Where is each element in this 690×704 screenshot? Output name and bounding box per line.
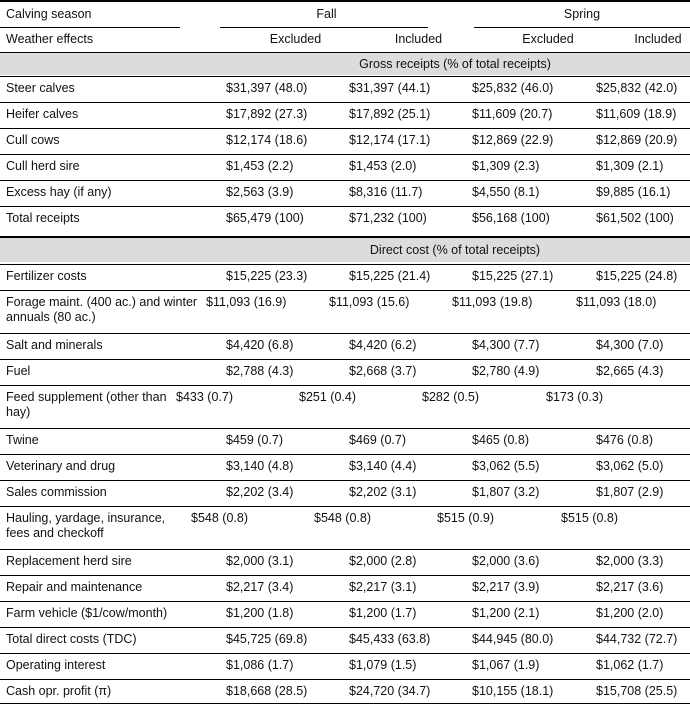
fall-included-header: Included [394, 32, 443, 46]
row-label: Cash opr. profit (π) [6, 684, 112, 698]
table-cell: $1,453 (2.2) [226, 159, 294, 173]
table-cell: $11,609 (18.9) [596, 107, 677, 121]
table-cell: $10,155 (18.1) [472, 684, 554, 698]
table-cell: $25,832 (42.0) [596, 81, 678, 95]
row-label: Fertilizer costs [6, 269, 87, 283]
row-label: Hauling, yardage, insurance, fees and checkoff [6, 511, 166, 540]
table-row [0, 601, 690, 627]
table-cell: $1,807 (2.9) [596, 485, 664, 499]
table-cell: $4,550 (8.1) [472, 185, 540, 199]
section-direct-cost [0, 236, 690, 262]
table-cell: $2,668 (3.7) [349, 364, 417, 378]
row-label: Cull herd sire [6, 159, 80, 173]
table-cell: $1,079 (1.5) [349, 658, 417, 672]
fall-excluded-header: Excluded [269, 32, 322, 46]
row-label: Operating interest [6, 658, 106, 672]
table-cell: $251 (0.4) [299, 390, 356, 404]
table-row [0, 454, 690, 480]
table-cell: $1,086 (1.7) [226, 658, 294, 672]
table-cell: $3,140 (4.8) [226, 459, 294, 473]
table-cell: $2,665 (4.3) [596, 364, 664, 378]
table-row [0, 154, 690, 180]
row-label: Replacement herd sire [6, 554, 132, 568]
table-cell: $173 (0.3) [546, 390, 603, 404]
table-cell: $1,200 (1.7) [349, 606, 417, 620]
calving-season-label: Calving season [6, 7, 92, 21]
table-cell: $15,225 (23.3) [226, 269, 308, 283]
table-cell: $548 (0.8) [314, 511, 371, 525]
table-row [0, 385, 690, 428]
table-cell: $1,200 (1.8) [226, 606, 294, 620]
table-row [0, 333, 690, 359]
table-cell: $9,885 (16.1) [596, 185, 671, 199]
table-row [0, 653, 690, 679]
table-row [0, 480, 690, 506]
table-cell: $515 (0.9) [437, 511, 494, 525]
table-cell: $3,140 (4.4) [349, 459, 417, 473]
row-label: Excess hay (if any) [6, 185, 112, 199]
table-cell: $45,433 (63.8) [349, 632, 431, 646]
table-cell: $433 (0.7) [176, 390, 233, 404]
table-row [0, 180, 690, 206]
table-cell: $15,225 (24.8) [596, 269, 678, 283]
table-cell: $44,732 (72.7) [596, 632, 678, 646]
table-cell: $12,869 (22.9) [472, 133, 554, 147]
table-cell: $56,168 (100) [472, 211, 550, 225]
table-cell: $2,202 (3.1) [349, 485, 417, 499]
table-row [0, 506, 690, 549]
table-cell: $25,832 (46.0) [472, 81, 554, 95]
table-cell: $11,609 (20.7) [472, 107, 553, 121]
table-cell: $4,300 (7.7) [472, 338, 540, 352]
table-cell: $1,067 (1.9) [472, 658, 540, 672]
table-cell: $17,892 (27.3) [226, 107, 308, 121]
table-cell: $61,502 (100) [596, 211, 674, 225]
table-cell: $515 (0.8) [561, 511, 618, 525]
table-cell: $15,708 (25.5) [596, 684, 678, 698]
table-cell: $2,217 (3.9) [472, 580, 540, 594]
spring-included-header: Included [634, 32, 682, 46]
table-row [0, 128, 690, 154]
table-cell: $459 (0.7) [226, 433, 283, 447]
table-cell: $2,217 (3.6) [596, 580, 664, 594]
table-cell: $1,807 (3.2) [472, 485, 540, 499]
table-cell: $65,479 (100) [226, 211, 304, 225]
table-row [0, 206, 690, 236]
table-cell: $31,397 (44.1) [349, 81, 431, 95]
table-cell: $2,788 (4.3) [226, 364, 294, 378]
table-cell: $3,062 (5.0) [596, 459, 664, 473]
table-cell: $1,453 (2.0) [349, 159, 417, 173]
table-cell: $469 (0.7) [349, 433, 406, 447]
table-cell: $44,945 (80.0) [472, 632, 554, 646]
table-cell: $2,000 (3.3) [596, 554, 664, 568]
row-label: Cull cows [6, 133, 60, 147]
table-row [0, 679, 690, 704]
table-cell: $2,217 (3.1) [349, 580, 417, 594]
row-label: Salt and minerals [6, 338, 103, 352]
table-row [0, 76, 690, 102]
table-cell: $1,200 (2.0) [596, 606, 664, 620]
table-row [0, 102, 690, 128]
row-label: Fuel [6, 364, 31, 378]
table-cell: $71,232 (100) [349, 211, 427, 225]
table-cell: $2,780 (4.9) [472, 364, 540, 378]
row-label: Repair and maintenance [6, 580, 143, 594]
row-label: Farm vehicle ($1/cow/month) [6, 606, 168, 620]
table-cell: $2,000 (3.6) [472, 554, 540, 568]
table-cell: $1,309 (2.3) [472, 159, 540, 173]
table-cell: $476 (0.8) [596, 433, 653, 447]
table-cell: $2,000 (2.8) [349, 554, 417, 568]
weather-effects-label: Weather effects [6, 32, 94, 46]
table-row [0, 290, 690, 333]
table-cell: $2,000 (3.1) [226, 554, 294, 568]
table-cell: $2,202 (3.4) [226, 485, 294, 499]
table-cell: $4,300 (7.0) [596, 338, 664, 352]
table-cell: $12,174 (18.6) [226, 133, 308, 147]
row-label: Total direct costs (TDC) [6, 632, 137, 646]
table-cell: $12,869 (20.9) [596, 133, 678, 147]
row-label: Total receipts [6, 211, 80, 225]
table-row [0, 264, 690, 290]
table-cell: $1,309 (2.1) [596, 159, 664, 173]
spring-excluded-header: Excluded [522, 32, 574, 46]
table-row [0, 428, 690, 454]
table-cell: $3,062 (5.5) [472, 459, 540, 473]
row-label: Twine [6, 433, 39, 447]
table-row [0, 627, 690, 653]
row-label: Feed supplement (other than hay) [6, 390, 167, 419]
row-label: Sales commission [6, 485, 107, 499]
table-cell: $15,225 (27.1) [472, 269, 554, 283]
table-cell: $465 (0.8) [472, 433, 529, 447]
header-row-weather [0, 28, 690, 50]
table-cell: $548 (0.8) [191, 511, 248, 525]
table-row [0, 549, 690, 575]
table-row [0, 575, 690, 601]
table-cell: $11,093 (19.8) [452, 295, 533, 309]
table-cell: $1,200 (2.1) [472, 606, 540, 620]
row-label: Steer calves [6, 81, 75, 95]
table-cell: $2,217 (3.4) [226, 580, 294, 594]
table-cell: $31,397 (48.0) [226, 81, 308, 95]
table-cell: $18,668 (28.5) [226, 684, 308, 698]
spring-label: Spring [563, 7, 601, 21]
header-row-season [0, 0, 690, 28]
row-label: Heifer calves [6, 107, 79, 121]
table-row [0, 359, 690, 385]
table-cell: $8,316 (11.7) [349, 185, 423, 199]
table-cell: $4,420 (6.8) [226, 338, 294, 352]
fall-label: Fall [316, 7, 337, 21]
table-cell: $24,720 (34.7) [349, 684, 431, 698]
table-cell: $12,174 (17.1) [349, 133, 431, 147]
table-cell: $11,093 (18.0) [576, 295, 657, 309]
table-cell: $45,725 (69.8) [226, 632, 308, 646]
table-cell: $11,093 (15.6) [329, 295, 410, 309]
gross-receipts-heading: Gross receipts (% of total receipts) [359, 57, 551, 71]
table-cell: $2,563 (3.9) [226, 185, 294, 199]
table-cell: $4,420 (6.2) [349, 338, 417, 352]
table-cell: $15,225 (21.4) [349, 269, 431, 283]
row-label: Veterinary and drug [6, 459, 116, 473]
table-cell: $17,892 (25.1) [349, 107, 431, 121]
table-cell: $282 (0.5) [422, 390, 479, 404]
direct-cost-heading: Direct cost (% of total receipts) [369, 243, 541, 257]
section-gross-receipts [0, 52, 690, 75]
table-cell: $11,093 (16.9) [206, 295, 287, 309]
row-label: Forage maint. (400 ac.) and winter annuals (80 ac.) [6, 295, 198, 324]
table-cell: $1,062 (1.7) [596, 658, 664, 672]
